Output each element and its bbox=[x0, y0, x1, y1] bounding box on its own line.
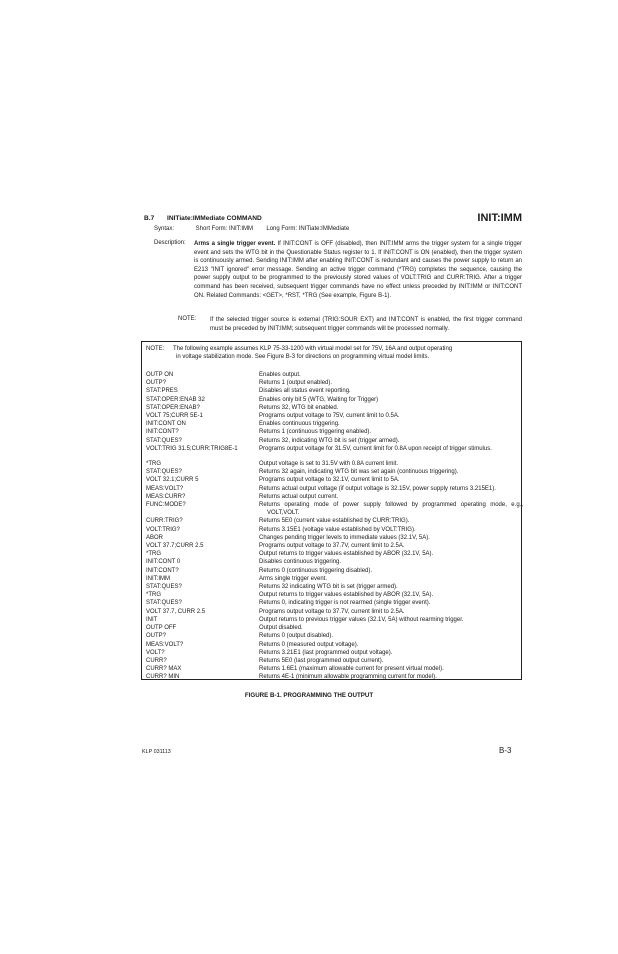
command-row bbox=[146, 428, 518, 436]
command-description: Returns 0, indicating trigger is not rearmed (single trigger event). bbox=[259, 600, 431, 607]
description-text bbox=[194, 240, 522, 300]
syntax-label: Syntax: bbox=[154, 226, 175, 232]
command-text: INIT bbox=[146, 616, 158, 623]
command-text: INIT:CONT? bbox=[146, 567, 179, 574]
command-text: *TRG bbox=[146, 592, 161, 599]
command-row bbox=[146, 641, 518, 649]
command-row bbox=[146, 387, 518, 395]
command-description: Output returns to trigger values established by ABOR (32.1V, 5A). bbox=[259, 592, 434, 599]
command-description: Returns 5E0 (last programmed output current). bbox=[259, 657, 384, 664]
command-text: INIT:IMM bbox=[146, 575, 170, 582]
command-table bbox=[146, 371, 523, 682]
command-text: MEAS:VOLT? bbox=[146, 485, 184, 492]
description-lead: Arms a single trigger event. bbox=[194, 241, 276, 247]
command-text: CURR? MAX bbox=[146, 666, 182, 673]
command-text: STAT:QUES? bbox=[146, 584, 182, 591]
command-text: STAT:OPER:ENAB? bbox=[146, 404, 200, 411]
command-description: Returns 32 indicating WTG bit is set (trigger armed). bbox=[259, 584, 398, 591]
command-row bbox=[146, 485, 518, 493]
command-description: Returns 1 (output enabled). bbox=[259, 380, 333, 387]
figure-caption: FIGURE B-1. PROGRAMMING THE OUTPUT bbox=[244, 692, 374, 699]
figure-note-line-2: in voltage stabilization mode. See Figure B-3 for directions on programming virtual model limits. bbox=[176, 354, 430, 361]
command-description: Returns 32 again, indicating WTG bit was set again (continuous triggering). bbox=[259, 469, 459, 476]
command-text: *TRG bbox=[146, 551, 161, 558]
command-description: Enables only bit 5 (WTG, Waiting for Trigger) bbox=[259, 396, 379, 403]
command-description: Programs output voltage to 37.7V, current limit to 2.5A. bbox=[259, 608, 405, 615]
syntax-short-form: Short Form: INIT:IMM bbox=[195, 226, 254, 232]
command-text: STAT:PRES bbox=[146, 388, 178, 395]
command-text: CURR? MIN bbox=[146, 674, 180, 681]
command-text: STAT:QUES? bbox=[146, 600, 182, 607]
command-row bbox=[146, 460, 518, 468]
command-row bbox=[146, 412, 518, 420]
command-text: VOLT:TRIG 31.5;CURR:TRIG8E-1 bbox=[146, 445, 238, 452]
command-description: Output returns to previous trigger values (32.1V, 5A) without rearming trigger. bbox=[259, 616, 464, 623]
command-description: Returns 1.6E1 (maximum allowable current for present virtual model). bbox=[259, 666, 444, 673]
command-row bbox=[146, 665, 518, 673]
description-body: If INIT:CONT is OFF (disabled), then INIT:IMM arms the trigger system for a single trigger event and sets the WTG bit in the Questionable Status register to 1. If INIT:CONT is ON (enabled), then the trigger system is continuously armed. Sending INIT:IMM after enabling INIT:CONT is redundant and causes the power supply to return an E213 "INIT ignored" error message. Sending an active trigger command (*TRG) completes the sequence, causing the power supply output to be programmed to the previously stored values of VOLT:TRIG and CURR:TRIG. After a trigger command has been received, subsequent trigger commands have no effect unless preceded by INIT:IMM or INIT:CONT ON. Related Commands: <GET>, *RST, *TRG (See example, Figure B-1). bbox=[194, 241, 522, 299]
command-text: *TRG bbox=[146, 461, 161, 468]
command-text: VOLT:TRIG? bbox=[146, 526, 180, 533]
command-text: VOLT 75;CURR 5E-1 bbox=[146, 413, 203, 420]
command-text: OUTP? bbox=[146, 380, 167, 387]
command-description: Output returns to trigger values established by ABOR (32.1V, 5A). bbox=[259, 551, 434, 558]
command-description: Returns 5E0 (current value established by CURR:TRIG). bbox=[259, 518, 410, 525]
command-description: Returns actual output voltage (if output voltage is 32.15V, power supply returns 3.215E1). bbox=[259, 485, 496, 492]
command-text: MEAS:CURR? bbox=[146, 493, 186, 500]
command-row bbox=[146, 624, 518, 632]
command-row bbox=[146, 616, 518, 624]
command-row bbox=[146, 437, 518, 445]
section-number: B.7 bbox=[144, 215, 155, 222]
figure-note-label: NOTE: bbox=[146, 346, 165, 352]
command-description: Returns operating mode of power supply followed by programmed operating mode, e.g., VOLT,VOLT. bbox=[259, 502, 523, 517]
command-description: Returns 0 (output disabled). bbox=[259, 633, 334, 640]
command-description: Returns 3.15E1 (voltage value established by VOLT:TRIG). bbox=[259, 526, 416, 533]
command-text: CURR:TRIG? bbox=[146, 518, 183, 525]
command-text: INIT:CONT? bbox=[146, 429, 179, 436]
command-text: VOLT 37.7;CURR 2.5 bbox=[146, 543, 204, 550]
section-title: INITiate:IMMediate COMMAND bbox=[167, 215, 262, 222]
command-description: Returns 0 (continuous triggering disabled). bbox=[259, 567, 373, 574]
command-row bbox=[146, 550, 518, 558]
command-row bbox=[146, 371, 518, 379]
command-text: ABOR bbox=[146, 534, 164, 541]
command-description: Programs output voltage to 32.1V, current limit to 5A. bbox=[259, 477, 400, 484]
command-row bbox=[146, 673, 518, 681]
command-row bbox=[146, 575, 518, 583]
command-row bbox=[146, 657, 518, 665]
command-row bbox=[146, 591, 518, 599]
command-description: Returns 32, indicating WTG bit is set (trigger armed). bbox=[259, 437, 400, 444]
command-row bbox=[146, 517, 518, 525]
command-row bbox=[146, 379, 518, 387]
command-text: OUTP? bbox=[146, 633, 167, 640]
command-text: INIT:CONT ON bbox=[146, 421, 186, 428]
command-row bbox=[146, 493, 518, 501]
command-text: FUNC:MODE? bbox=[146, 502, 186, 509]
figure-note-line-1: The following example assumes KLP 75-33-1200 with virtual model set for 75V, 16A and output operating bbox=[173, 346, 453, 352]
command-row bbox=[146, 476, 518, 484]
section-command-code: INIT:IMM bbox=[477, 212, 522, 224]
command-description: Returns 3.21E1 (last programmed output voltage). bbox=[259, 649, 393, 656]
note-label: NOTE: bbox=[178, 316, 197, 322]
command-description: Programs output voltage for 31.5V, current limit for 0.8A upon receipt of trigger stimulus. bbox=[259, 445, 492, 452]
command-description: Disables all status event reporting. bbox=[259, 388, 351, 395]
command-row bbox=[146, 649, 518, 657]
command-description: Returns 4E-1 (minimum allowable programming current for model). bbox=[259, 674, 437, 681]
command-row bbox=[146, 542, 518, 550]
figure-box bbox=[141, 341, 522, 680]
command-row bbox=[146, 567, 518, 575]
command-text: OUTP OFF bbox=[146, 625, 177, 632]
footer-doc-id: KLP 031113 bbox=[142, 749, 171, 755]
command-description: Returns actual output current. bbox=[259, 493, 339, 500]
command-row bbox=[146, 468, 518, 476]
command-row bbox=[146, 526, 518, 534]
command-text: CURR? bbox=[146, 657, 167, 664]
command-row bbox=[146, 445, 518, 453]
command-text: MEAS:VOLT? bbox=[146, 641, 184, 648]
command-description: Disables continuous triggering. bbox=[259, 559, 342, 566]
command-row bbox=[146, 534, 518, 542]
command-description: Returns 0 (measured output voltage). bbox=[259, 641, 359, 648]
command-text: STAT:QUES? bbox=[146, 469, 182, 476]
syntax-long-form: Long Form: INITiate:IMMediate bbox=[266, 226, 350, 232]
command-row bbox=[146, 608, 518, 616]
command-text: INIT:CONT 0 bbox=[146, 559, 181, 566]
command-row bbox=[146, 420, 518, 428]
command-text: STAT:QUES? bbox=[146, 437, 182, 444]
command-row bbox=[146, 558, 518, 566]
command-text: OUTP ON bbox=[146, 372, 174, 378]
command-text: STAT:OPER:ENAB 32 bbox=[146, 396, 205, 403]
command-description: Output disabled. bbox=[259, 625, 303, 632]
command-row bbox=[146, 632, 518, 640]
command-row bbox=[146, 599, 518, 607]
command-text: VOLT 37.7, CURR 2.5 bbox=[146, 608, 206, 615]
command-row bbox=[146, 404, 518, 412]
command-description: Output voltage is set to 31.5V with 0.8A current limit. bbox=[259, 461, 399, 468]
command-description: Returns 1 (continuous triggering enabled). bbox=[259, 429, 372, 436]
figure-note bbox=[146, 345, 518, 362]
page-number: B-3 bbox=[499, 746, 512, 755]
command-text: VOLT? bbox=[146, 649, 165, 656]
command-row bbox=[146, 396, 518, 404]
command-row bbox=[146, 501, 523, 517]
command-description: Returns 32, WTG bit enabled. bbox=[259, 404, 339, 411]
command-row bbox=[146, 583, 518, 591]
command-description: Programs output voltage to 37.7V, current limit to 2.5A. bbox=[259, 543, 405, 550]
syntax-line bbox=[154, 226, 349, 232]
command-description: Programs output voltage to 75V, current limit to 0.5A. bbox=[259, 413, 400, 420]
command-description: Changes pending trigger levels to immediate values (32.1V, 5A). bbox=[259, 534, 430, 541]
command-text: VOLT 32.1;CURR 5 bbox=[146, 477, 199, 484]
description-label: Description: bbox=[154, 240, 186, 246]
note-text: If the selected trigger source is external (TRIG:SOUR EXT) and INIT:CONT is enabled, the first trigger command must be preceded by INIT:IMM; subsequent trigger commands will be processed normally. bbox=[210, 317, 522, 332]
command-description: Enables output. bbox=[259, 372, 301, 378]
command-description: Arms single trigger event. bbox=[259, 575, 328, 582]
command-description: Enables continuous triggering. bbox=[259, 421, 340, 428]
